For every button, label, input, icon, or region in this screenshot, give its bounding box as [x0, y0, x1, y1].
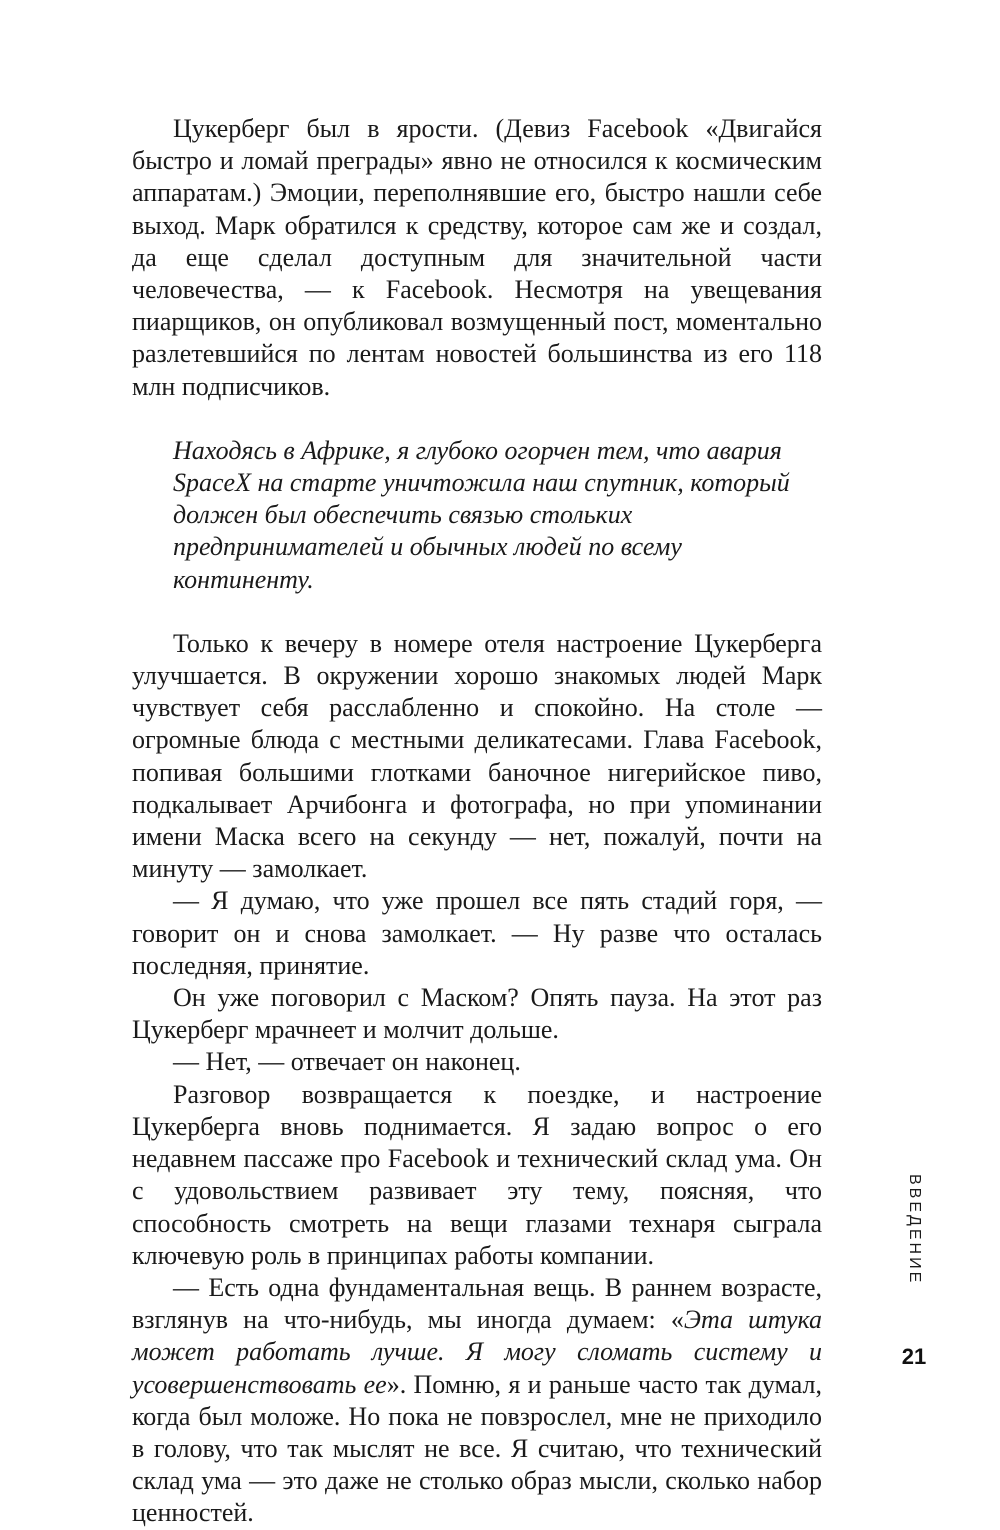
paragraph: Цукерберг был в ярости. (Девиз Facebook «Двигайся быстро и ломай преграды» явно не относился к космическим аппаратам.) Эмоции, переполнявшие его, быстро нашли себе выход. Марк обратился к средству, которое сам же и создал, да еще сделал доступным для значительной части человечества, — к Facebook. Несмотря на увещевания пиарщиков, он опубликовал возмущенный пост, моментально разлетевшийся по лентам новостей большинства из его 118 млн подписчиков.	[132, 114, 822, 401]
paragraph-text: — Есть одна фундаментальная вещь. В раннем возрасте, взглянув на что-нибудь, мы иногда думаем: «	[132, 1272, 822, 1335]
paragraph: Разговор возвращается к поездке, и настроение Цукерберга вновь поднимается. Я задаю вопрос о его недавнем пассаже про Facebook и технический склад ума. Он с удовольствием развивает эту тему, поясняя, что способность смотреть на вещи глазами технаря сыграла ключевую роль в принципах работы компании.	[132, 1079, 822, 1270]
running-head	[894, 1174, 934, 1286]
paragraph: — Я думаю, что уже прошел все пять стадий горя, — говорит он и снова замолкает. — Ну разве что осталась последняя, принятие.	[132, 886, 822, 980]
block-quote: Находясь в Африке, я глубоко огорчен тем, что авария SpaceX на старте уничтожила наш спутник, который должен был обеспечить связью стольких предпринимателей и обычных людей по всему континенту.	[173, 435, 790, 594]
page-number: 21	[901, 1344, 927, 1369]
page-body	[132, 113, 822, 1530]
paragraph-text: ». Помню, я и раньше часто так думал, когда был моложе. Но пока не повзрослел, мне не приходило в голову, что так мыслят не все. Я считаю, что технический склад ума — это даже не столько образ мысли, сколько набор ценностей.	[132, 1369, 823, 1528]
paragraph	[132, 1272, 822, 1530]
paragraph: Только к вечеру в номере отеля настроение Цукерберга улучшается. В окружении хорошо знакомых людей Марк чувствует себя расслабленно и спокойно. На столе — огромные блюда с местными деликатесами. Глава Facebook, попивая большими глотками баночное нигерийское пиво, подкалывает Арчибонга и фотографа, но при упоминании имени Маска всего на секунду — нет, пожалуй, почти на минуту — замолкает.	[132, 628, 822, 884]
paragraph: Он уже поговорил с Маском? Опять пауза. На этот раз Цукерберг мрачнеет и молчит дольше.	[132, 983, 822, 1045]
inline-italic-quote: Эта штука может работать лучше. Я могу сломать систему и усовершенствовать ее	[132, 1305, 822, 1399]
paragraph: — Нет, — отвечает он наконец.	[173, 1047, 521, 1077]
running-head-label: ВВЕДЕНИЕ	[906, 1174, 923, 1286]
